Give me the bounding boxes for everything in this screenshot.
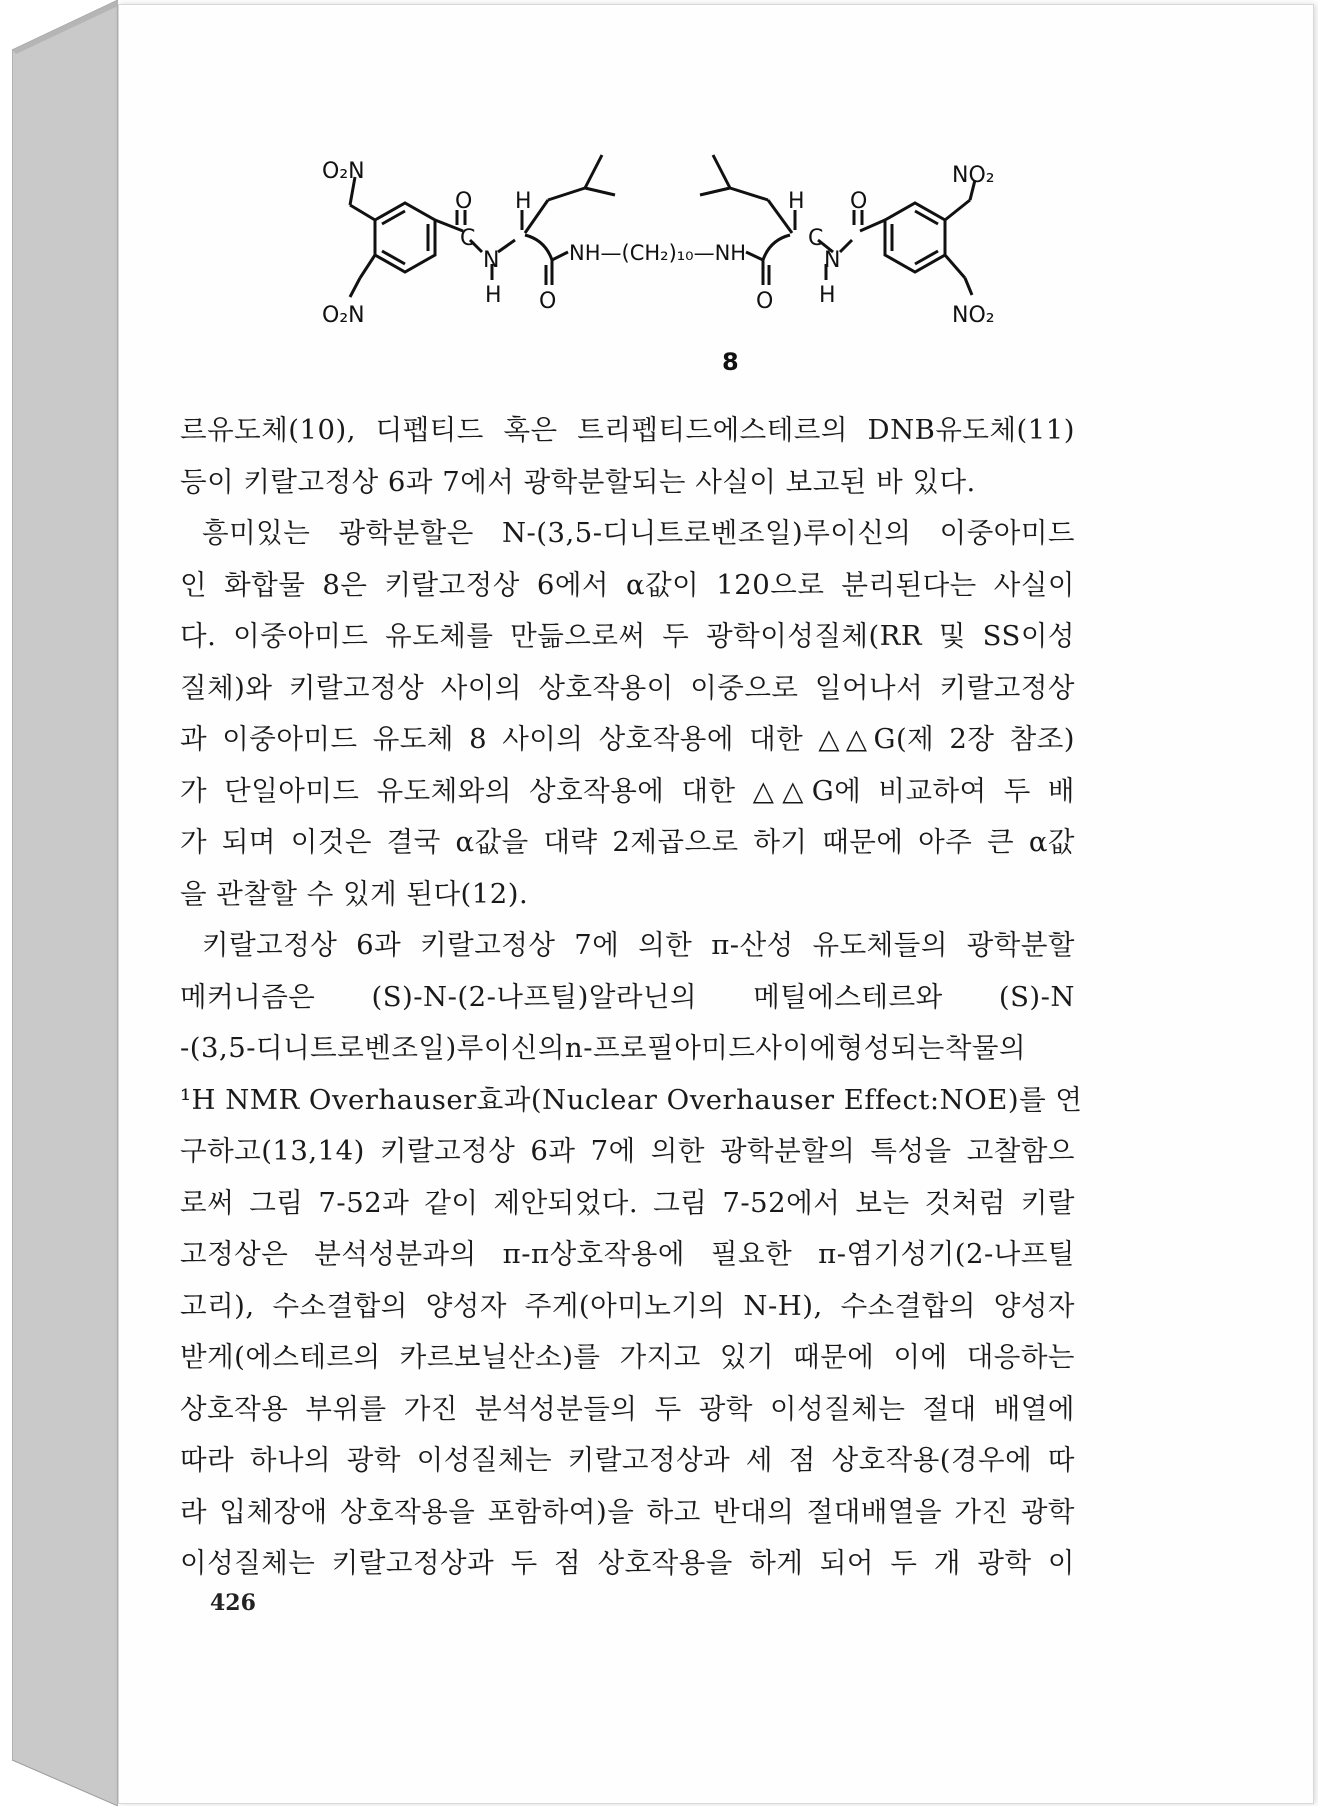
label-n-right: N	[824, 248, 841, 273]
text-line-17: 고정상은 분석성분과의 π-π상호작용에 필요한 π-염기성기(2-나프틸	[180, 1238, 1075, 1270]
text-line-21: 따라 하나의 광학 이성질체는 키랄고정상과 세 점 상호작용(경우에 따	[180, 1444, 1075, 1476]
label-c-right: C	[808, 226, 824, 251]
text-line-9: 가 되며 이것은 결국 α값을 대략 2제곱으로 하기 때문에 아주 큰 α값	[180, 826, 1075, 858]
label-h-right-top: H	[788, 189, 805, 214]
label-o2n-bottom: O₂N	[322, 303, 365, 328]
text-line-5: 다. 이중아미드 유도체를 만듦으로써 두 광학이성질체(RR 및 SS이성	[180, 620, 1075, 652]
label-o-left-top: O	[455, 189, 473, 214]
text-line-2: 등이 키랄고정상 6과 7에서 광학분할되는 사실이 보고된 바 있다.	[180, 465, 976, 498]
text-line-14: ¹H NMR Overhauser효과(Nuclear Overhauser Effect:NOE)를 연	[180, 1083, 1083, 1116]
chemical-structure-figure	[230, 100, 1050, 380]
text-line-19: 받게(에스테르의 카르보닐산소)를 가지고 있기 때문에 이에 대응하는	[180, 1341, 1075, 1373]
text-line-13: -(3,5-디니트로벤조일)루이신의n-프로필아미드사이에형성되는착물의	[180, 1032, 1027, 1064]
text-line-18: 고리), 수소결합의 양성자 주게(아미노기의 N-H), 수소결합의 양성자	[180, 1289, 1075, 1322]
text-line-20: 상호작용 부위를 가진 분석성분들의 두 광학 이성질체는 절대 배열에	[180, 1392, 1075, 1425]
compound-number: 8	[722, 348, 739, 376]
body-text	[180, 405, 1083, 1590]
label-no2-top: NO₂	[952, 163, 995, 188]
label-linker: NH—(CH₂)₁₀—NH	[569, 241, 747, 265]
label-no2-bottom: NO₂	[952, 303, 995, 328]
text-line-22: 라 입체장애 상호작용을 포함하여)을 하고 반대의 절대배열을 가진 광학	[180, 1495, 1075, 1528]
page-number: 426	[210, 1590, 256, 1616]
text-line-10: 을 관찰할 수 있게 된다(12).	[180, 877, 529, 910]
text-line-8: 가 단일아미드 유도체와의 상호작용에 대한 △△G에 비교하여 두 배	[180, 774, 1075, 807]
label-h-right-bottom: H	[819, 283, 836, 308]
text-line-12: 메커니즘은 (S)-N-(2-나프틸)알라닌의 메틸에스테르와 (S)-N	[180, 980, 1075, 1013]
text-line-7: 과 이중아미드 유도체 8 사이의 상호작용에 대한 △△G(제 2장 참조)	[180, 723, 1075, 755]
text-line-1: 르유도체(10), 디펩티드 혹은 트리펩티드에스테르의 DNB유도체(11)	[180, 414, 1075, 446]
label-o2n-top: O₂N	[322, 159, 365, 184]
label-h-left-top: H	[515, 189, 532, 214]
text-line-15: 구하고(13,14) 키랄고정상 6과 7에 의한 광학분할의 특성을 고찰함으	[180, 1135, 1075, 1167]
text-line-3: 흥미있는 광학분할은 N-(3,5-디니트로벤조일)루이신의 이중아미드	[202, 517, 1075, 549]
text-line-4: 인 화합물 8은 키랄고정상 6에서 α값이 120으로 분리된다는 사실이	[180, 568, 1075, 601]
text-line-23: 이성질체는 키랄고정상과 두 점 상호작용을 하게 되어 두 개 광학 이	[180, 1547, 1075, 1579]
book-spine	[12, 0, 118, 1806]
text-line-16: 로써 그림 7-52과 같이 제안되었다. 그림 7-52에서 보는 것처럼 키랄	[180, 1186, 1075, 1219]
text-line-6: 질체)와 키랄고정상 사이의 상호작용이 이중으로 일어나서 키랄고정상	[180, 671, 1075, 704]
label-n-left: N	[483, 248, 500, 273]
label-o-right-top: O	[850, 189, 868, 214]
label-c-left: C	[460, 226, 476, 251]
label-o-right-bottom: O	[756, 289, 774, 314]
label-o-left-bottom: O	[539, 289, 557, 314]
text-line-11: 키랄고정상 6과 키랄고정상 7에 의한 π-산성 유도체들의 광학분할	[202, 929, 1075, 961]
label-h-left-bottom: H	[485, 283, 502, 308]
